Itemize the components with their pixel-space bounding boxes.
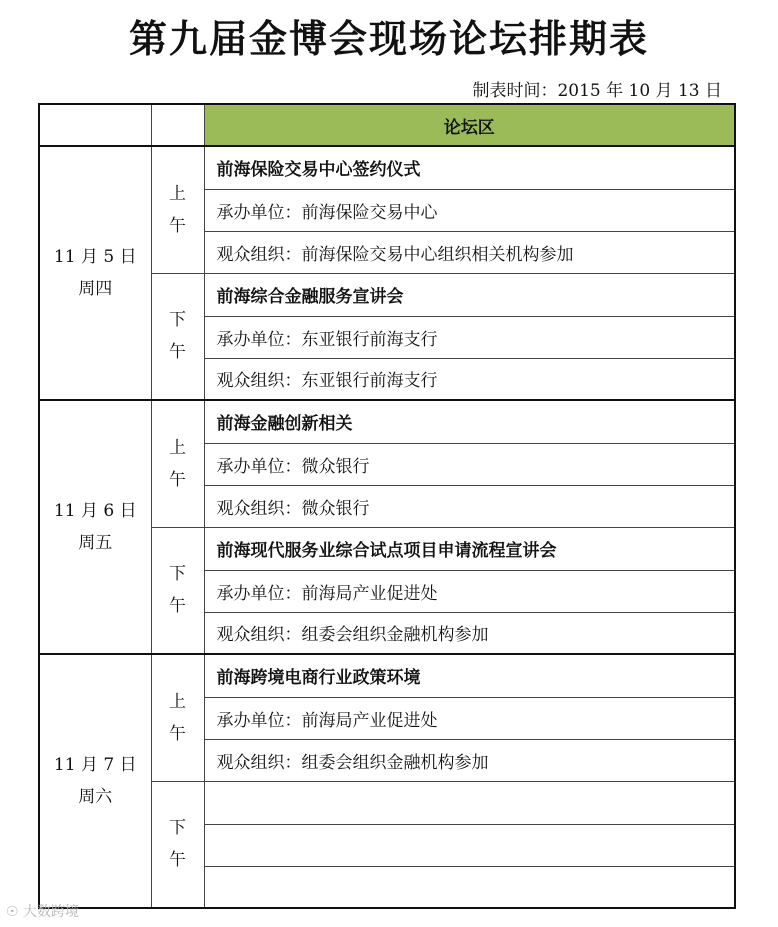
date-cell	[39, 146, 151, 400]
half-day-cell-pm	[151, 273, 204, 400]
half-day-cell-am	[151, 146, 204, 273]
table-row	[39, 400, 735, 443]
session-audience: 观众组织：组委会组织金融机构参加	[204, 739, 735, 781]
schedule-table	[38, 103, 736, 909]
schedule-grid	[38, 103, 736, 909]
half-day-cell-am	[151, 400, 204, 527]
session-host: 承办单位：前海局产业促进处	[204, 570, 735, 612]
watermark	[6, 901, 79, 921]
session-audience: 观众组织：微众银行	[204, 485, 735, 527]
half-day-cell-pm	[151, 781, 204, 908]
half-day-char: 午	[169, 723, 186, 744]
session-audience	[204, 866, 735, 908]
date-text: 11 月 7 日	[53, 755, 137, 775]
header-blank-date	[39, 104, 151, 146]
date-cell	[39, 400, 151, 654]
session-host	[204, 824, 735, 866]
date-text: 11 月 6 日	[53, 501, 137, 521]
watermark-text: 大数跨境	[23, 904, 80, 920]
half-day-char: 下	[169, 564, 186, 585]
half-day-cell-pm	[151, 527, 204, 654]
table-row	[39, 654, 735, 697]
half-day-char: 午	[169, 215, 186, 236]
date-cell	[39, 654, 151, 908]
session-title: 前海跨境电商行业政策环境	[204, 654, 735, 697]
session-host: 承办单位：前海局产业促进处	[204, 697, 735, 739]
header-row	[39, 104, 735, 146]
half-day-char: 下	[169, 818, 186, 839]
session-title	[204, 781, 735, 824]
half-day-char: 下	[169, 310, 186, 331]
session-title: 前海保险交易中心签约仪式	[204, 146, 735, 189]
half-day-char: 午	[169, 342, 186, 363]
session-title: 前海金融创新相关	[204, 400, 735, 443]
watermark-logo-icon: ☉	[6, 904, 19, 920]
weekday-text: 周六	[78, 787, 113, 807]
header-blank-half	[151, 104, 204, 146]
weekday-text: 周五	[78, 533, 113, 553]
session-host: 承办单位：前海保险交易中心	[204, 189, 735, 231]
half-day-char: 上	[169, 437, 186, 458]
half-day-char: 午	[169, 596, 186, 617]
header-forum-area: 论坛区	[204, 104, 735, 146]
session-host: 承办单位：东亚银行前海支行	[204, 316, 735, 358]
half-day-char: 午	[169, 469, 186, 490]
session-title: 前海现代服务业综合试点项目申请流程宣讲会	[204, 527, 735, 570]
table-row	[39, 146, 735, 189]
half-day-char: 上	[169, 691, 186, 712]
session-audience: 观众组织：组委会组织金融机构参加	[204, 612, 735, 654]
date-label: 制表时间：2015 年 10 月 13 日	[472, 81, 722, 101]
session-audience: 观众组织：东亚银行前海支行	[204, 358, 735, 400]
session-host: 承办单位：微众银行	[204, 443, 735, 485]
half-day-char: 上	[169, 183, 186, 204]
weekday-text: 周四	[78, 279, 113, 299]
half-day-cell-am	[151, 654, 204, 781]
session-audience: 观众组织：前海保险交易中心组织相关机构参加	[204, 231, 735, 273]
half-day-char: 午	[169, 850, 186, 871]
date-text: 11 月 5 日	[53, 247, 137, 267]
page-title: 第九届金博会现场论坛排期表	[128, 17, 649, 61]
session-title: 前海综合金融服务宣讲会	[204, 273, 735, 316]
